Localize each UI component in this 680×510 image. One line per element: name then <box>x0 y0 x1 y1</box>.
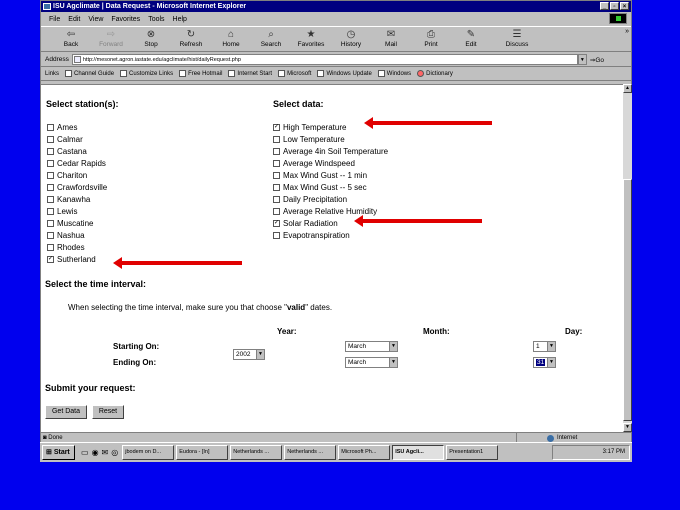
month-column-label: Month: <box>423 327 450 336</box>
taskbar-task-button[interactable]: Microsoft Ph... <box>338 445 390 460</box>
data-option[interactable] <box>273 123 346 132</box>
status-text: ◙ Done <box>41 433 517 443</box>
discuss-button[interactable]: ☰ Discuss <box>505 29 529 48</box>
link-windows[interactable]: Windows <box>378 70 411 77</box>
data-option[interactable] <box>273 147 388 156</box>
stop-icon: ⊗ <box>146 29 156 40</box>
checkbox-checked[interactable]: ✓ <box>274 124 280 130</box>
data-label: Average Windspeed <box>283 159 355 168</box>
checkbox[interactable] <box>273 172 280 179</box>
station-label: Cedar Rapids <box>57 159 106 168</box>
menu-edit[interactable]: Edit <box>68 15 81 23</box>
page-icon <box>74 56 81 63</box>
checkbox[interactable] <box>47 148 54 155</box>
security-zone: Internet <box>547 435 577 442</box>
window-title: ISU Agclimate | Data Request - Microsoft Internet Explorer <box>53 3 247 10</box>
data-label: Evapotranspiration <box>283 231 350 240</box>
links-bar <box>41 67 631 81</box>
data-label: High Temperature <box>283 123 347 132</box>
refresh-icon: ↻ <box>186 29 196 40</box>
station-label: Castana <box>57 147 87 156</box>
taskbar-task-button[interactable]: Eudora - [In] <box>176 445 228 460</box>
forward-arrow-icon: ⇨ <box>106 29 116 40</box>
address-label: Address <box>45 56 69 63</box>
home-icon: ⌂ <box>227 29 235 40</box>
day-column-label: Day: <box>565 327 583 336</box>
taskbar-task-button[interactable]: ISU Agcli... <box>392 445 444 460</box>
station-label: Lewis <box>57 207 78 216</box>
dropdown-arrow-icon: ▼ <box>256 350 264 359</box>
interval-heading: Select the time interval: <box>45 279 147 289</box>
checkbox[interactable] <box>47 244 54 251</box>
menu-favorites[interactable]: Favorites <box>111 15 141 23</box>
vertical-scrollbar[interactable] <box>623 84 632 432</box>
link-channel-guide[interactable]: Channel Guide <box>65 70 114 77</box>
taskbar-task-button[interactable]: Netherlands ... <box>284 445 336 460</box>
scroll-up-icon[interactable]: ▲ <box>623 84 632 93</box>
taskbar <box>40 442 632 462</box>
station-label: Sutherland <box>57 255 96 264</box>
history-icon: ◷ <box>346 29 356 40</box>
checkbox[interactable] <box>47 184 54 191</box>
end-day-select[interactable]: 31 ▼ <box>533 357 556 368</box>
menu-help[interactable]: Help <box>172 15 187 23</box>
globe-icon <box>547 435 554 442</box>
data-label: Max Wind Gust -- 5 sec <box>283 183 367 192</box>
back-arrow-icon: ⇦ <box>66 29 76 40</box>
scrollbar-thumb[interactable] <box>623 179 632 421</box>
address-bar <box>41 53 631 67</box>
mail-button[interactable]: ✉ Mail <box>385 29 397 48</box>
address-dropdown-icon[interactable]: ▼ <box>578 54 587 65</box>
station-label: Calmar <box>57 135 83 144</box>
station-option[interactable] <box>47 147 87 156</box>
stations-heading: Select station(s): <box>46 99 119 109</box>
station-option[interactable] <box>47 135 83 144</box>
data-option[interactable] <box>273 195 347 204</box>
print-button[interactable]: ⎙ Print <box>424 29 438 48</box>
link-free-hotmail[interactable]: Free Hotmail <box>179 70 222 77</box>
standard-toolbar <box>41 26 631 52</box>
link-icon <box>228 70 235 77</box>
checkbox[interactable] <box>47 172 54 179</box>
checkbox[interactable] <box>47 136 54 143</box>
checkbox-checked[interactable]: ✓ <box>48 256 54 262</box>
outlook-icon[interactable]: ✉ <box>101 448 109 457</box>
link-microsoft[interactable]: Microsoft <box>278 70 311 77</box>
reset-button[interactable]: Reset <box>92 405 124 419</box>
station-option[interactable] <box>47 219 93 228</box>
station-option[interactable] <box>47 255 96 264</box>
data-option[interactable] <box>273 231 350 240</box>
checkbox[interactable] <box>47 196 54 203</box>
link-internet-start[interactable]: Internet Start <box>228 70 272 77</box>
menu-tools[interactable]: Tools <box>148 15 165 23</box>
discuss-icon: ☰ <box>512 29 522 40</box>
dropdown-arrow-icon: ▼ <box>389 342 397 351</box>
checkbox[interactable] <box>273 196 280 203</box>
menu-view[interactable]: View <box>88 15 104 23</box>
checkbox[interactable] <box>273 148 280 155</box>
submit-heading: Submit your request: <box>45 383 136 393</box>
station-option[interactable] <box>47 171 87 180</box>
search-icon: ⌕ <box>268 29 274 40</box>
forward-button[interactable]: ⇨ Forward <box>99 29 123 48</box>
go-button[interactable]: ⇒Go <box>589 56 604 64</box>
red-arrow-solar-radiation <box>362 219 482 223</box>
ie-icon <box>43 3 51 10</box>
end-month-select[interactable]: March ▼ <box>345 357 398 368</box>
edit-button[interactable]: ✎ Edit <box>465 29 477 48</box>
get-data-button[interactable]: Get Data <box>45 405 87 419</box>
station-option[interactable] <box>47 231 85 240</box>
checkbox[interactable] <box>273 208 280 215</box>
start-year-select[interactable]: 2002 ▼ <box>233 349 265 360</box>
ie-quicklaunch-icon[interactable]: ◉ <box>91 448 99 457</box>
scroll-down-icon[interactable]: ▼ <box>623 423 632 432</box>
browser-window <box>40 0 632 462</box>
start-month-select[interactable]: March ▼ <box>345 341 398 352</box>
taskbar-task-button[interactable]: Presentation1 <box>446 445 498 460</box>
mail-icon: ✉ <box>386 29 396 40</box>
link-icon <box>317 70 324 77</box>
starting-on-label: Starting On: <box>113 342 160 351</box>
system-tray <box>552 445 630 460</box>
checkbox[interactable] <box>47 124 54 131</box>
dictionary-icon <box>417 70 424 77</box>
data-label: Low Temperature <box>283 135 345 144</box>
station-label: Chariton <box>57 171 88 180</box>
link-icon <box>179 70 186 77</box>
ending-on-label: Ending On: <box>113 358 157 367</box>
refresh-button[interactable]: ↻ Refresh <box>179 29 203 48</box>
dropdown-arrow-icon: ▼ <box>547 342 555 351</box>
title-bar <box>41 1 631 12</box>
address-input[interactable] <box>72 54 578 65</box>
history-button[interactable]: ◷ History <box>340 29 362 48</box>
link-icon <box>278 70 285 77</box>
clock: 3:17 PM <box>602 449 625 455</box>
station-option[interactable] <box>47 183 107 192</box>
station-label: Nashua <box>57 231 85 240</box>
link-customize-links[interactable]: Customize Links <box>120 70 173 77</box>
show-desktop-icon[interactable]: ▭ <box>81 448 89 457</box>
search-button[interactable]: ⌕ Search <box>260 29 282 48</box>
interval-note: When selecting the time interval, make sure you that choose " valid " dates. <box>68 303 333 312</box>
favorites-icon: ★ <box>306 29 316 40</box>
print-icon: ⎙ <box>427 29 435 40</box>
menu-bar <box>41 12 631 26</box>
link-dictionary[interactable]: Dictionary <box>417 70 453 77</box>
data-option[interactable] <box>273 135 345 144</box>
windows-logo-icon <box>609 13 627 24</box>
data-label: Daily Precipitation <box>283 195 348 204</box>
stop-button[interactable]: ⊗ Stop <box>144 29 158 48</box>
data-heading: Select data: <box>273 99 324 109</box>
dropdown-arrow-icon: ▼ <box>389 358 397 367</box>
data-label: Solar Radiation <box>283 219 338 228</box>
address-url: http://mesonet.agron.iastate.edu/agclimate/hist/dailyRequest.php <box>82 57 241 63</box>
data-option[interactable] <box>273 171 367 180</box>
data-label: Max Wind Gust -- 1 min <box>283 171 368 180</box>
start-day-select[interactable]: 1 ▼ <box>533 341 556 352</box>
taskbar-task-button[interactable]: jbodem on D... <box>122 445 174 460</box>
page-content <box>41 84 623 432</box>
home-button[interactable]: ⌂ Home <box>222 29 240 48</box>
station-label: Muscatine <box>57 219 94 228</box>
station-label: Ames <box>57 123 78 132</box>
checkbox[interactable] <box>47 208 54 215</box>
quick-launch <box>81 448 118 457</box>
dropdown-arrow-icon: ▼ <box>547 358 555 367</box>
station-option[interactable] <box>47 243 85 252</box>
data-option[interactable] <box>273 183 367 192</box>
close-button[interactable]: × <box>620 2 629 10</box>
link-icon <box>65 70 72 77</box>
links-label: Links <box>45 70 60 77</box>
station-option[interactable] <box>47 123 77 132</box>
station-option[interactable] <box>47 207 77 216</box>
checkbox[interactable] <box>47 220 54 227</box>
link-icon <box>378 70 385 77</box>
minimize-button[interactable]: _ <box>600 2 609 10</box>
checkbox[interactable] <box>273 160 280 167</box>
red-arrow-high-temperature <box>372 121 492 125</box>
favorites-button[interactable]: ★ Favorites <box>297 29 325 48</box>
station-option[interactable] <box>47 159 106 168</box>
task-buttons <box>122 445 500 460</box>
menu-file[interactable]: File <box>49 15 61 23</box>
checkbox[interactable] <box>273 232 280 239</box>
checkbox-checked[interactable]: ✓ <box>274 220 280 226</box>
link-icon <box>120 70 127 77</box>
red-arrow-sutherland <box>121 261 242 265</box>
back-button[interactable]: ⇦ Back <box>63 29 79 48</box>
station-label: Kanawha <box>57 195 91 204</box>
start-button[interactable]: ⊞ Start <box>42 445 75 460</box>
data-label: Average Relative Humidity <box>283 207 378 216</box>
data-option[interactable] <box>273 159 355 168</box>
channels-icon[interactable]: ◎ <box>111 448 119 457</box>
station-label: Crawfordsville <box>57 183 108 192</box>
taskbar-task-button[interactable]: Netherlands ... <box>230 445 282 460</box>
checkbox[interactable] <box>273 184 280 191</box>
toolbar-overflow-icon[interactable]: » <box>625 28 629 35</box>
station-label: Rhodes <box>57 243 85 252</box>
link-windows-update[interactable]: Windows Update <box>317 70 371 77</box>
data-label: Average 4in Soil Temperature <box>283 147 389 156</box>
window-controls <box>600 2 629 10</box>
checkbox[interactable] <box>47 160 54 167</box>
edit-icon: ✎ <box>466 29 476 40</box>
checkbox[interactable] <box>273 136 280 143</box>
station-option[interactable] <box>47 195 90 204</box>
maximize-button[interactable]: ▫ <box>610 2 619 10</box>
checkbox[interactable] <box>47 232 54 239</box>
year-column-label: Year: <box>277 327 297 336</box>
data-option[interactable] <box>273 219 338 228</box>
